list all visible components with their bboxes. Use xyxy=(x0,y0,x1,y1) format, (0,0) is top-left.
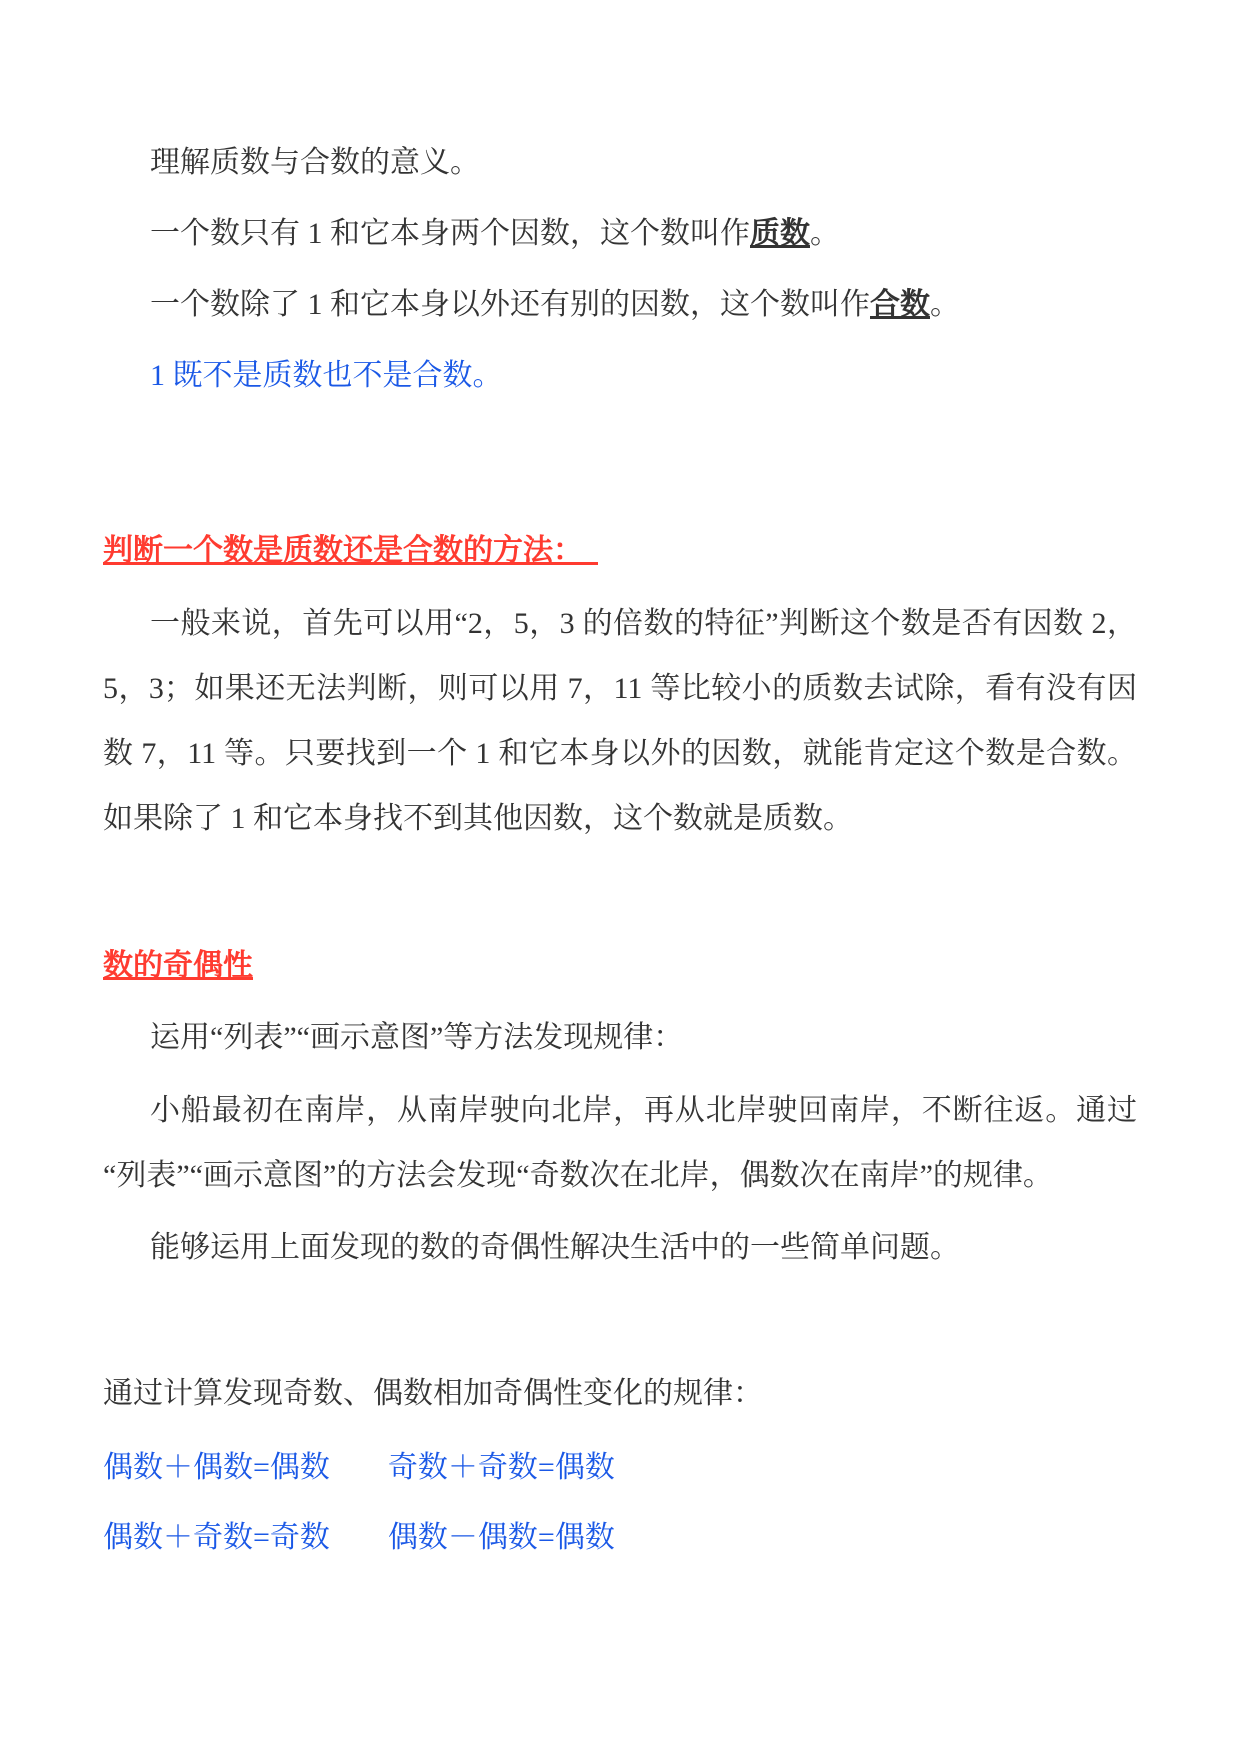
equation-row-2 xyxy=(103,1505,1137,1570)
heading-parity-text: 数的奇偶性 xyxy=(103,949,253,982)
equation-even-minus-even: 偶数－偶数=偶数 xyxy=(387,1521,615,1554)
parity-method-text: 运用“列表”“画示意图”等方法发现规律： xyxy=(150,1021,684,1054)
one-note-text: 1 既不是质数也不是合数。 xyxy=(150,359,503,392)
boat-paragraph-text: 小船最初在南岸，从南岸驶向北岸，再从北岸驶回南岸，不断往返。通过“列表”“画示意图”的方法会发现“奇数次在北岸，偶数次在南岸”的规律。 xyxy=(103,1094,1137,1192)
intro-line xyxy=(103,130,1137,195)
equation-even-plus-odd: 偶数＋奇数=奇数 xyxy=(103,1521,330,1554)
judge-method-paragraph xyxy=(103,591,1137,851)
apply-line xyxy=(103,1215,1137,1280)
rule-intro-line xyxy=(103,1361,1137,1426)
heading-judge-method-text: 判断一个数是质数还是合数的方法： xyxy=(103,534,598,567)
apply-line-text: 能够运用上面发现的数的奇偶性解决生活中的一些简单问题。 xyxy=(150,1231,960,1264)
composite-def-pre: 一个数除了 1 和它本身以外还有别的因数，这个数叫作 xyxy=(150,288,870,321)
composite-def-post: 。 xyxy=(930,288,960,321)
prime-term: 质数 xyxy=(750,217,810,250)
boat-paragraph xyxy=(103,1078,1137,1208)
intro-text: 理解质数与合数的意义。 xyxy=(150,146,480,179)
heading-judge-method xyxy=(103,518,1137,583)
parity-method-line xyxy=(103,1005,1137,1070)
equation-odd-plus-odd: 奇数＋奇数=偶数 xyxy=(387,1451,615,1484)
equation-row-1 xyxy=(103,1435,1137,1500)
composite-definition xyxy=(103,272,1137,337)
equation-even-plus-even: 偶数＋偶数=偶数 xyxy=(103,1451,330,1484)
one-note xyxy=(103,343,1137,408)
prime-def-pre: 一个数只有 1 和它本身两个因数，这个数叫作 xyxy=(150,217,750,250)
composite-term: 合数 xyxy=(870,288,930,321)
rule-intro-text: 通过计算发现奇数、偶数相加奇偶性变化的规律： xyxy=(103,1377,763,1410)
judge-method-text: 一般来说，首先可以用“2，5，3 的倍数的特征”判断这个数是否有因数 2，5，3；如果还无法判断，则可以用 7，11 等比较小的质数去试除，看有没有因数 7，11 等。只要找到一个 1 和它本身以外的因数，就能肯定这个数是合数。如果除了 1 和它本身找不到其他因数，这个数就是质数。 xyxy=(103,607,1137,835)
prime-definition xyxy=(103,201,1137,266)
prime-def-post: 。 xyxy=(810,217,840,250)
heading-parity xyxy=(103,933,1137,998)
